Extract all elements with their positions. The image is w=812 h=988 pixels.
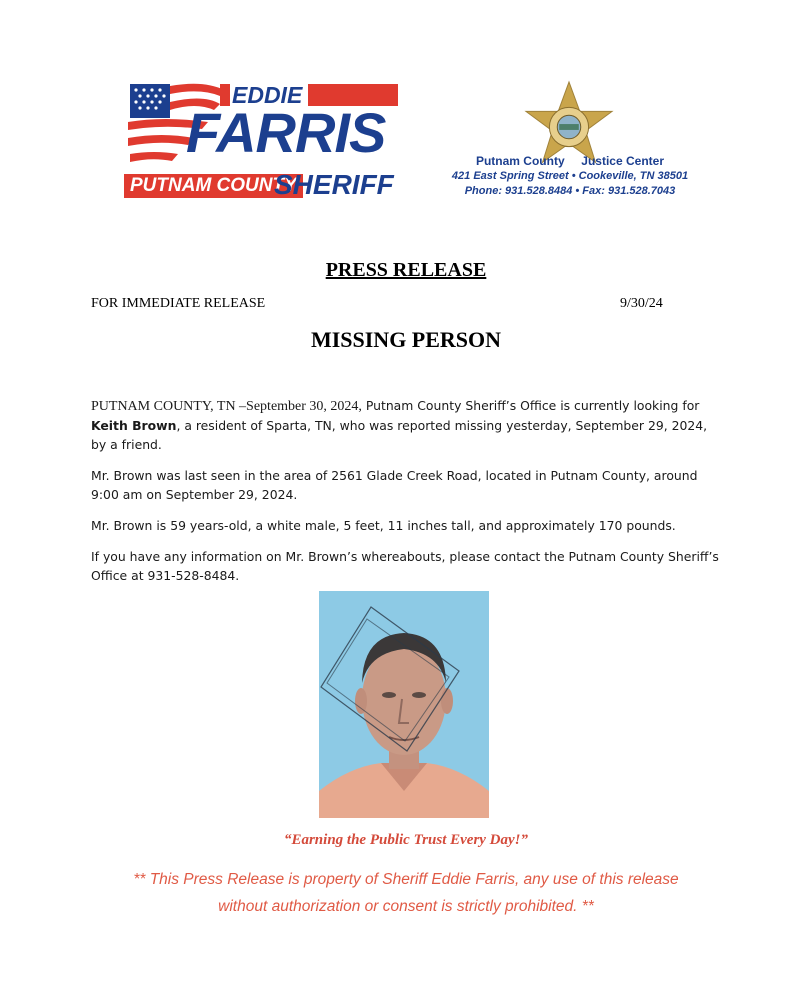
contact-phone-fax: Phone: 931.528.8484 • Fax: 931.528.7043	[464, 185, 676, 197]
logo-county-text: PUTNAM COUNTY	[124, 174, 303, 198]
release-body	[91, 396, 721, 597]
paragraph-description: Mr. Brown is 59 years-old, a white male, 5 feet, 11 inches tall, and approximately 170 pounds.	[91, 518, 676, 533]
footer-motto: “Earning the Public Trust Every Day!”	[283, 832, 529, 848]
paragraph-last-seen: Mr. Brown was last seen in the area of 2561 Glade Creek Road, located in Putnam County, around 9:00 am on September 29, 2024.	[91, 468, 698, 502]
logo-farris-text: FARRIS	[186, 101, 386, 164]
footer-notice-line2: without authorization or consent is strictly prohibited. **	[218, 898, 594, 915]
intro-rest: , a resident of Sparta, TN, who was reported missing yesterday, September 29, 2024, by a friend.	[91, 418, 708, 452]
contact-justice-center: Putnam County Justice Center	[475, 154, 665, 168]
intro-lead: PUTNAM COUNTY, TN –September 30, 2024,	[91, 399, 362, 414]
paragraph-intro	[91, 396, 721, 454]
press-release-heading: PRESS RELEASE	[325, 259, 487, 281]
immediate-release-label: FOR IMMEDIATE RELEASE	[91, 296, 266, 311]
contact-block	[440, 154, 700, 199]
logo-sheriff-text: SHERIFF	[274, 169, 394, 200]
sheriff-logo	[124, 82, 404, 200]
missing-person-photo	[319, 591, 489, 818]
intro-text: Putnam County Sheriff’s Office is currently looking for	[361, 398, 700, 413]
missing-person-title: MISSING PERSON	[310, 327, 502, 352]
release-date: 9/30/24	[620, 296, 663, 311]
paragraph-contact: If you have any information on Mr. Brown’s whereabouts, please contact the Putnam County Sheriff’s Office at 931-528-8484.	[91, 549, 719, 583]
footer-notice	[80, 866, 732, 920]
contact-address: 421 East Spring Street • Cookeville, TN 38501	[451, 170, 689, 182]
footer-notice-line1: ** This Press Release is property of Sheriff Eddie Farris, any use of this release	[133, 871, 679, 888]
logo-eddie-text: EDDIE	[230, 82, 308, 108]
missing-person-name: Keith Brown	[91, 418, 177, 433]
